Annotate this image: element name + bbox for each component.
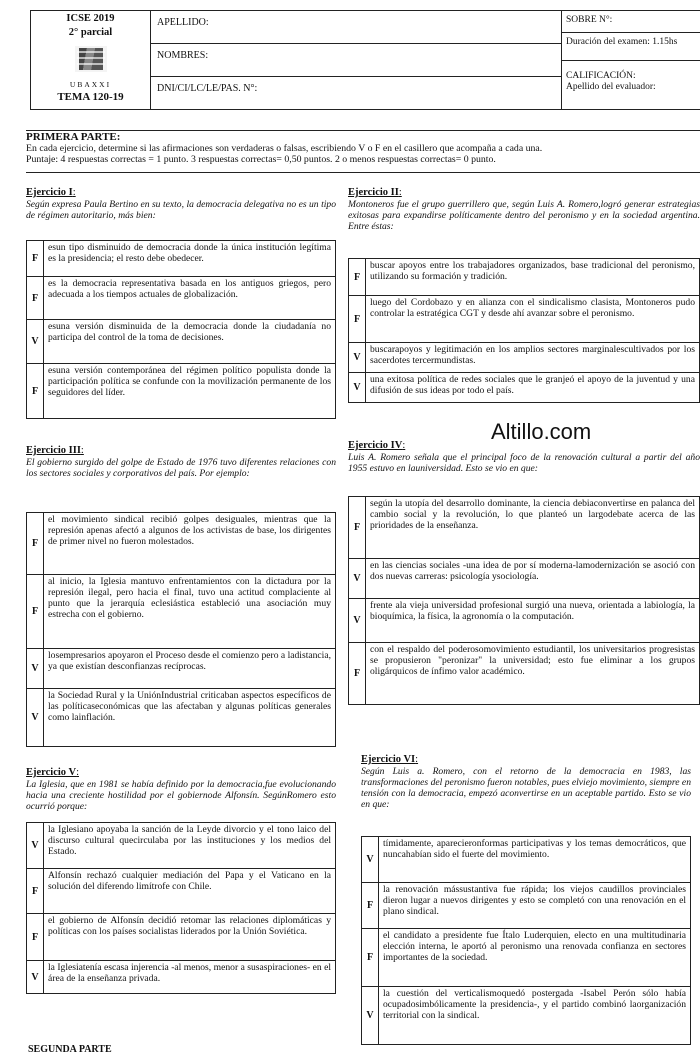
exam-header bbox=[30, 10, 700, 110]
statement: el movimiento sindical recibió golpes desiguales, mientras que la represión apenas afectó a algunos de los activistas de base, los dirigentes de primer nivel no fueron molestados. bbox=[44, 513, 336, 575]
answer-box[interactable]: F bbox=[349, 643, 366, 705]
statement: buscarapoyos y legitimación en los amplios sectores marginalescultivados por los sacerdotes tercermundistas. bbox=[366, 343, 700, 373]
answer-box[interactable]: V bbox=[362, 987, 379, 1045]
apellido-field[interactable]: APELLIDO: bbox=[151, 11, 561, 44]
answer-box[interactable]: V bbox=[349, 343, 366, 373]
statement: tímidamente, aparecieronformas participativas y los temas democráticos, que nuncahabían sido el fuerte del movimiento. bbox=[379, 837, 691, 883]
primera-parte-instructions bbox=[26, 130, 700, 173]
logo-box bbox=[31, 11, 151, 109]
statement: esuna versión contemporánea del régimen político populista donde la participación política se confunde con la movilización permanente de los seguidores del líder. bbox=[44, 364, 336, 419]
table-row bbox=[27, 914, 336, 961]
exercise-1-table bbox=[26, 240, 336, 419]
answer-box[interactable]: V bbox=[27, 689, 44, 747]
statement: la renovación mássustantiva fue rápida; los viejos caudillos provinciales dieron lugar a nuevos dirigentes y esto se completó con una renovación en el plano sindical. bbox=[379, 883, 691, 929]
tema-label: TEMA 120-19 bbox=[57, 91, 124, 103]
logo-text: UBAXXI bbox=[69, 80, 112, 89]
exercise-5-table bbox=[26, 822, 336, 994]
statement: la Sociedad Rural y la UniónIndustrial criticaban aspectos específicos de las políticaseconómicas que las afectaban y algunas políticas generales como lainflación. bbox=[44, 689, 336, 747]
answer-box[interactable]: V bbox=[349, 373, 366, 403]
exercise-2-header: Ejercicio II: Montoneros fue el grupo guerrillero que, según Luis A. Romero,logró generar estrategias exitosas para expandirse políticamente dentro del peronismo y en la sociedad argentina. Entre éstas: bbox=[348, 187, 700, 232]
statement: según la utopía del desarrollo dominante, la ciencia debiaconvertirse en palanca del cambio social y la revolución, lo que planteó un largodebate acerca de las prioridades de la enseñanza. bbox=[366, 497, 700, 559]
calificacion-label: CALIFICACIÓN: bbox=[566, 71, 636, 81]
exercise-title: Ejercicio II bbox=[348, 187, 399, 198]
table-row bbox=[27, 320, 336, 364]
exercise-1-header: Ejercicio I: Según expresa Paula Bertino en su texto, la democracia delegativa no es un tipo de régimen autoritario, más bien: bbox=[26, 187, 336, 221]
table-row bbox=[349, 559, 700, 599]
table-row bbox=[27, 649, 336, 689]
exercise-5-header: Ejercicio V: La Iglesia, que en 1981 se había definido por la democracia,fue evolucionando hacia una creciente hostilidad por el gobiernode Alfonsín. SegúnRomero esto ocurrió porque: bbox=[26, 767, 336, 812]
instructions-line: En cada ejercicio, determine si las afirmaciones son verdaderas o falsas, escribiendo V o F en el casillero que acompaña a cada una. bbox=[26, 143, 543, 154]
segunda-parte-title: SEGUNDA PARTE bbox=[28, 1044, 112, 1055]
statement: al inicio, la Iglesia mantuvo enfrentamientos con la dictadura por la represión ilegal, pero hacia el final, tuvo una actitud complaciente al punto que la jerarquía eclesiástica estableció una asociación muy estrecha con el gobierno. bbox=[44, 575, 336, 649]
statement: esun tipo disminuido de democracia donde la única institución legítima es la presidencia; el resto debe obedecer. bbox=[44, 241, 336, 277]
answer-box[interactable]: V bbox=[27, 823, 44, 869]
exercise-2-table bbox=[348, 258, 700, 403]
statement: esuna versión disminuida de la democracia donde la ciudadanía no participa del control de la toma de decisiones. bbox=[44, 320, 336, 364]
exercise-6-table bbox=[361, 836, 691, 1045]
answer-box[interactable]: V bbox=[27, 961, 44, 994]
statement: Alfonsín rechazó cualquier mediación del Papa y el Vaticano en la solución del diferendo limítrofe con Chile. bbox=[44, 869, 336, 914]
answer-box[interactable]: F bbox=[362, 883, 379, 929]
table-row bbox=[27, 869, 336, 914]
table-row bbox=[27, 277, 336, 320]
exercise-title: Ejercicio I bbox=[26, 187, 73, 198]
exercise-intro: Según expresa Paula Bertino en su texto, la democracia delegativa no es un tipo de régimen autoritario, más bien: bbox=[26, 199, 336, 221]
table-row bbox=[349, 497, 700, 559]
calificacion-box[interactable] bbox=[561, 61, 700, 109]
evaluador-label: Apellido del evaluador: bbox=[566, 82, 656, 92]
exercise-intro: La Iglesia, que en 1981 se había definido por la democracia,fue evolucionando hacia una creciente hostilidad por el gobiernode Alfonsín. SegúnRomero esto ocurrió porque: bbox=[26, 779, 336, 812]
statement: buscar apoyos entre los trabajadores organizados, base tradicional del peronismo, utilizando su formación y tradición. bbox=[366, 259, 700, 296]
statement: losempresarios apoyaron el Proceso desde el comienzo pero a ladistancia, ya que existían desconfianzas recíprocas. bbox=[44, 649, 336, 689]
table-row bbox=[27, 575, 336, 649]
duracion-label: Duración del examen: 1.15hs bbox=[561, 33, 700, 61]
answer-box[interactable]: F bbox=[27, 277, 44, 320]
answer-box[interactable]: V bbox=[349, 599, 366, 643]
table-row bbox=[349, 343, 700, 373]
exercise-3-header: Ejercicio III: El gobierno surgido del golpe de Estado de 1976 tuvo diferentes relaciones con los sectores sociales y corporativos del país. Por ejemplo: bbox=[26, 445, 336, 479]
answer-box[interactable]: V bbox=[362, 837, 379, 883]
parcial-label: 2° parcial bbox=[68, 27, 113, 38]
primera-parte-title: PRIMERA PARTE: bbox=[26, 131, 121, 143]
answer-box[interactable]: F bbox=[349, 497, 366, 559]
dni-field[interactable]: DNI/CI/LC/LE/PAS. N°: bbox=[157, 83, 258, 94]
exercise-4-table bbox=[348, 496, 700, 705]
answer-box[interactable]: F bbox=[362, 929, 379, 987]
answer-box[interactable]: V bbox=[27, 320, 44, 364]
exercise-intro: El gobierno surgido del golpe de Estado de 1976 tuvo diferentes relaciones con los sectores sociales y corporativos del país. Por ejemplo: bbox=[26, 457, 336, 479]
sobre-field[interactable]: SOBRE N°: bbox=[561, 11, 700, 33]
statement: la cuestión del verticalismoquedó postergada -Isabel Perón sólo había ocupadosimbólicamente la presidencia-, y el partido combinó laorganización territorial con la sindical. bbox=[379, 987, 691, 1045]
watermark: Altillo.com bbox=[491, 419, 592, 444]
statement: en las ciencias sociales -una idea de por sí moderna-lamodernización se asoció con dos nuevas carreras: psicología ysociología. bbox=[366, 559, 700, 599]
table-row bbox=[27, 689, 336, 747]
table-row bbox=[27, 364, 336, 419]
table-row bbox=[27, 513, 336, 575]
table-row bbox=[362, 837, 691, 883]
answer-box[interactable]: V bbox=[27, 649, 44, 689]
statement: es la democracia representativa basada en los antiguos griegos, pero adecuada a los tiempos actuales de globalización. bbox=[44, 277, 336, 320]
answer-box[interactable]: F bbox=[27, 364, 44, 419]
statement: el gobierno de Alfonsín decidió retomar las relaciones diplomáticas y políticas con los países socialistas liderados por la Unión Soviética. bbox=[44, 914, 336, 961]
answer-box[interactable]: F bbox=[27, 241, 44, 277]
answer-box[interactable]: F bbox=[349, 259, 366, 296]
exam-name: ICSE 2019 bbox=[66, 13, 115, 24]
table-row bbox=[349, 643, 700, 705]
statement: luego del Cordobazo y en alianza con el sindicalismo clasista, Montoneros pudo controlar la estratégica CGT y desde ahí avanzar sobre el peronismo. bbox=[366, 296, 700, 343]
table-row bbox=[362, 929, 691, 987]
exercise-intro: Luis A. Romero señala que el principal foco de la renovación cultural a partir del año 1955 estuvo en launiversidad. Esto se vio en que: bbox=[348, 452, 700, 474]
exercise-6-header: Ejercicio VI: Según Luis a. Romero, con el retorno de la democracia en 1983, las transformaciones del peronismo fueron notables, pues elviejo movimiento, siempre en tensión con la democracia, empezó aconvertirse en un aceptable partido. Esto se vio en que: bbox=[361, 754, 691, 810]
answer-box[interactable]: F bbox=[27, 575, 44, 649]
statement: el candidato a presidente fue Ítalo Luderquien, electo en una multitudinaria elección interna, le aportó al peronismo una renovada confianza en sectores importantes de la sociedad. bbox=[379, 929, 691, 987]
statement: con el respaldo del poderosomovimiento estudiantil, los universitarios progresistas se propusieron "peronizar" la universidad; esto fue eliminar a los grupos oligárquicos de ínfimo valor académico. bbox=[366, 643, 700, 705]
exercise-title: Ejercicio V bbox=[26, 767, 77, 778]
scoring-line: Puntaje: 4 respuestas correctas = 1 punto. 3 respuestas correctas= 0,50 puntos. 2 o menos respuestas correctas= 0 punto. bbox=[26, 154, 496, 165]
table-row bbox=[27, 241, 336, 277]
exercise-3-table bbox=[26, 512, 336, 747]
answer-box[interactable]: F bbox=[27, 869, 44, 914]
answer-box[interactable]: F bbox=[349, 296, 366, 343]
table-row bbox=[349, 373, 700, 403]
exercise-4-header: Ejercicio IV: Luis A. Romero señala que el principal foco de la renovación cultural a partir del año 1955 estuvo en launiversidad. Esto se vio en que: bbox=[348, 440, 700, 474]
answer-box[interactable]: F bbox=[27, 513, 44, 575]
table-row bbox=[27, 961, 336, 994]
answer-box[interactable]: V bbox=[349, 559, 366, 599]
statement: la Iglesiatenía escasa injerencia -al menos, menor a susaspiraciones- en el área de la enseñanza privada. bbox=[44, 961, 336, 994]
ubaxxi-logo-icon bbox=[73, 44, 109, 74]
table-row bbox=[27, 823, 336, 869]
statement: la Iglesiano apoyaba la sanción de la Leyde divorcio y el tono laico del discurso cultural quecirculaba por las instituciones y los medios del Estado. bbox=[44, 823, 336, 869]
exercise-title: Ejercicio VI bbox=[361, 754, 416, 765]
table-row bbox=[349, 259, 700, 296]
table-row bbox=[349, 599, 700, 643]
exercise-intro: Según Luis a. Romero, con el retorno de la democracia en 1983, las transformaciones del peronismo fueron notables, pues elviejo movimiento, siempre en tensión con la democracia, empezó aconvertirse en un aceptable partido. Esto se vio en que: bbox=[361, 766, 691, 810]
exercise-intro: Montoneros fue el grupo guerrillero que, según Luis A. Romero,logró generar estrategias exitosas para expandirse políticamente dentro del peronismo y en la sociedad argentina. Entre éstas: bbox=[348, 199, 700, 232]
exercise-title: Ejercicio IV bbox=[348, 440, 403, 451]
table-row bbox=[362, 987, 691, 1045]
table-row bbox=[362, 883, 691, 929]
answer-box[interactable]: F bbox=[27, 914, 44, 961]
exercise-title: Ejercicio III bbox=[26, 445, 81, 456]
statement: una exitosa política de redes sociales que le granjeó el apoyo de la juventud y una difusión de sus ideas por todo el país. bbox=[366, 373, 700, 403]
nombres-field[interactable]: NOMBRES: bbox=[151, 44, 561, 77]
table-row bbox=[349, 296, 700, 343]
statement: frente ala vieja universidad profesional surgió una nueva, orientada a labiología, la bioquímica, la física, la agronomía o la computación. bbox=[366, 599, 700, 643]
